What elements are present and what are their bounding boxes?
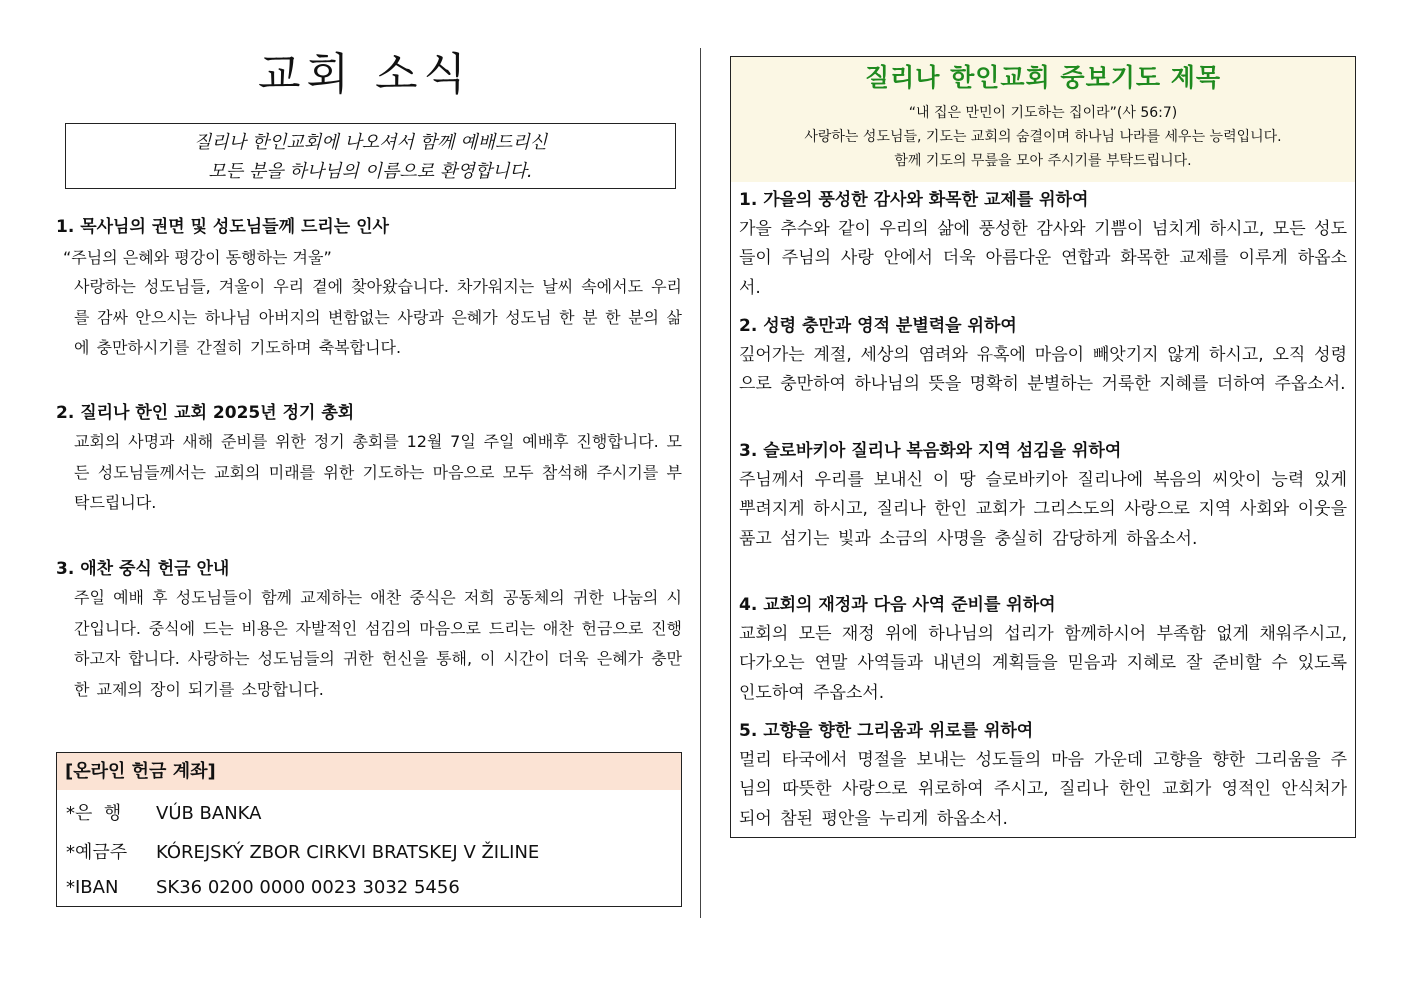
prayer-heading-5: 5. 고향을 향한 그리움과 위로를 위하여 [739,721,1034,741]
news-heading-1: 1. 목사님의 권면 및 성도님들께 드리는 인사 [56,217,389,237]
news-body-3: 주일 예배 후 성도님들이 함께 교제하는 애찬 중식은 저희 공동체의 귀한 나눔의 시간입니다. 중식에 드는 비용은 자발적인 섬김의 마음으로 드리는 애찬 헌금으로 진행하고자 합니다. 사랑하는 성도님들의 귀한 헌신을 통해, 이 시간이 더욱 은혜가 충만한 교제의 장이 되기를 소망합니다. [74,588,682,699]
welcome-box [65,123,676,189]
prayer-item-1 [739,185,1347,303]
prayer-body-3: 주님께서 우리를 보내신 이 땅 슬로바키아 질리나에 복음의 씨앗이 능력 있게 뿌려지게 하시고, 질리나 한인 교회가 그리스도의 사랑으로 지역 사회와 이웃을 품고 섬기는 빛과 소금의 사명을 충실히 감당하게 하옵소서. [739,470,1347,549]
prayer-heading-4: 4. 교회의 재정과 다음 사역 준비를 위하여 [739,595,1056,615]
prayer-box [730,56,1356,838]
holder-label: *예금주 [66,842,128,863]
iban-value: SK36 0200 0000 0023 3032 5456 [156,877,460,898]
news-body-1: 사랑하는 성도님들, 겨울이 우리 곁에 찾아왔습니다. 차가워지는 날씨 속에서도 우리를 감싸 안으시는 하나님 아버지의 변함없는 사랑과 은혜가 성도님 한 분 한 분의 삶에 충만하시기를 간절히 기도하며 축복합니다. [74,277,682,357]
prayer-verse: “내 집은 만민이 기도하는 집이라”(사 56:7) [908,105,1178,121]
prayer-item-3 [739,436,1347,554]
account-bank-row [66,799,262,825]
prayer-header [731,57,1355,182]
prayer-intro-2: 함께 기도의 무릎을 모아 주시기를 부탁드립니다. [894,153,1192,169]
iban-label: *IBAN [66,877,119,898]
account-heading: [온라인 헌금 계좌] [57,753,681,790]
prayer-item-2 [739,311,1347,400]
welcome-line-2: 모든 분을 하나님의 이름으로 환영합니다. [208,161,533,182]
bank-label: *은 행 [66,803,122,824]
prayer-body-1: 가을 추수와 같이 우리의 삶에 풍성한 감사와 기쁨이 넘치게 하시고, 모든 성도들이 주님의 사랑 안에서 더욱 아름다운 연합과 화목한 교제를 이루게 하옵소서. [739,219,1347,298]
page-title: 교회 소식 [257,49,472,100]
news-heading-3: 3. 애찬 중식 헌금 안내 [56,559,230,579]
prayer-heading-3: 3. 슬로바키아 질리나 복음화와 지역 섬김을 위하여 [739,441,1122,461]
prayer-heading-2: 2. 성령 충만과 영적 분별력을 위하여 [739,316,1017,336]
holder-value: KÓREJSKÝ ZBOR CIRKVI BRATSKEJ V ŽILINE [156,842,540,863]
news-body-2: 교회의 사명과 새해 준비를 위한 정기 총회를 12월 7일 주일 예배후 진행합니다. 모든 성도님들께서는 교회의 미래를 위한 기도하는 마음으로 모두 참석해 주시기를 부탁드립니다. [74,432,682,512]
account-iban-row [66,877,460,898]
news-quote-1: “주님의 은혜와 평강이 동행하는 겨울” [63,248,332,267]
welcome-line-1: 질리나 한인교회에 나오셔서 함께 예배드리신 [193,132,548,153]
bank-value: VÚB BANKA [156,803,262,824]
prayer-item-4 [739,590,1347,708]
prayer-title: 질리나 한인교회 중보기도 제목 [864,63,1222,92]
prayer-body-2: 깊어가는 계절, 세상의 염려와 유혹에 마음이 빼앗기지 않게 하시고, 오직 성령으로 충만하여 하나님의 뜻을 명확히 분별하는 거룩한 지혜를 더하여 주옵소서. [739,345,1347,395]
prayer-body-5: 멀리 타국에서 명절을 보내는 성도들의 마음 가운데 고향을 향한 그리움을 주님의 따뜻한 사랑으로 위로하여 주시고, 질리나 한인 교회가 영적인 안식처가 되어 참된 평안을 누리게 하옵소서. [739,750,1347,829]
prayer-item-5 [739,716,1347,834]
account-holder-row [66,838,539,864]
prayer-intro-1: 사랑하는 성도님들, 기도는 교회의 숨결이며 하나님 나라를 세우는 능력입니다. [804,129,1282,145]
prayer-body-4: 교회의 모든 재정 위에 하나님의 섭리가 함께하시어 부족함 없게 채워주시고, 다가오는 연말 사역들과 내년의 계획들을 믿음과 지혜로 잘 준비할 수 있도록 인도하여 주옵소서. [739,624,1347,703]
offering-account-box [56,752,682,907]
prayer-heading-1: 1. 가을의 풍성한 감사와 화목한 교제를 위하여 [739,190,1089,210]
column-divider [700,48,701,918]
news-heading-2: 2. 질리나 한인 교회 2025년 정기 총회 [56,403,355,423]
